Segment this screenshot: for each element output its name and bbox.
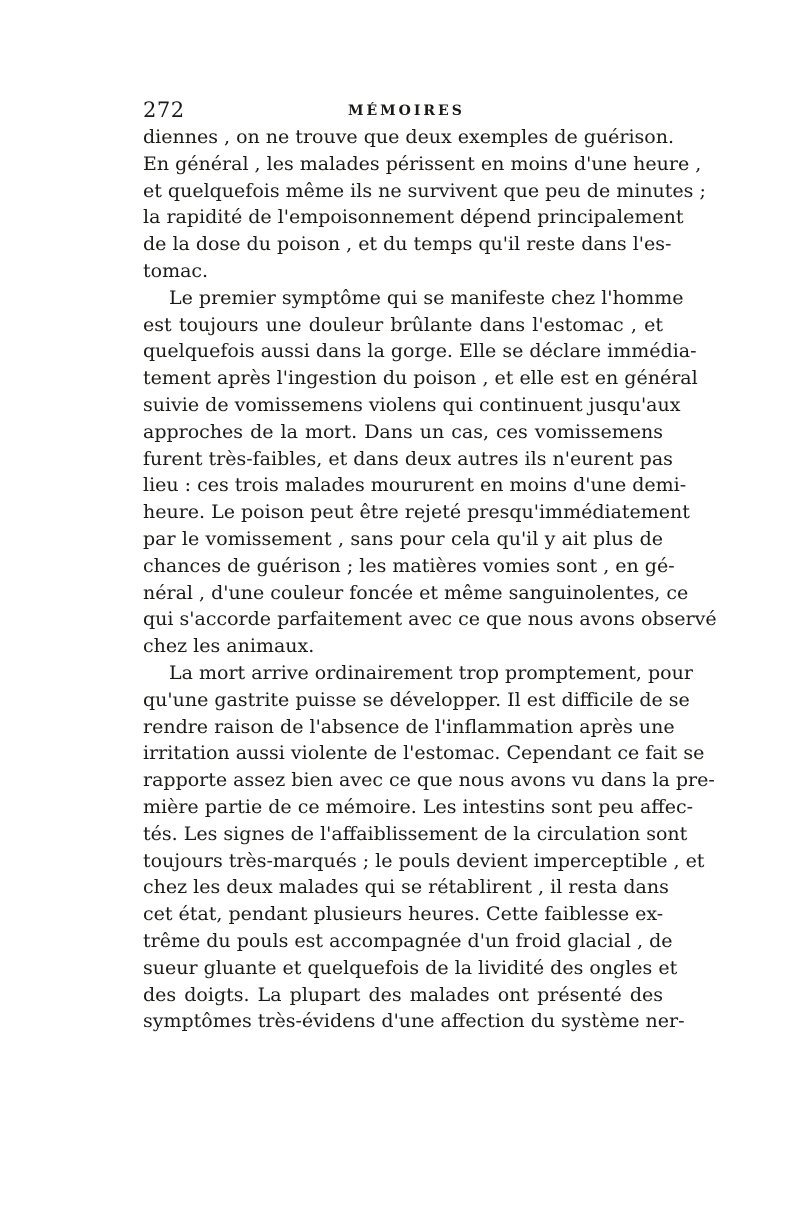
- text-line: rendre raison de l'absence de l'inflammation après une: [143, 715, 675, 738]
- text-line: furent très-faibles, et dans deux autres ils n'eurent pas: [143, 447, 673, 470]
- text-line: chez les animaux.: [143, 635, 315, 658]
- text-line: par le vomissement , sans pour cela qu'il y ait plus de: [143, 527, 663, 550]
- text-line: des doigts. La plupart des malades ont présenté des: [143, 983, 663, 1006]
- running-title: MÉMOIRES: [348, 103, 465, 119]
- text-line: sueur gluante et quelquefois de la lividité des ongles et: [143, 956, 678, 979]
- text-line: néral , d'une couleur foncée et même sanguinolentes, ce: [143, 581, 689, 604]
- text-line: La mort arrive ordinairement trop promptement, pour: [169, 661, 693, 684]
- text-line: suivie de vomissemens violens qui continuent jusqu'aux: [143, 393, 681, 416]
- text-line: chances de guérison ; les matières vomies sont , en gé-: [143, 554, 675, 577]
- text-line: approches de la mort. Dans un cas, ces vomissemens: [143, 420, 663, 443]
- text-line: rapporte assez bien avec ce que nous avons vu dans la pre-: [143, 769, 715, 792]
- text-line: heure. Le poison peut être rejeté presqu'immédiatement: [143, 501, 690, 524]
- text-line: qu'une gastrite puisse se développer. Il est difficile de se: [143, 688, 690, 711]
- running-head: [143, 98, 663, 124]
- text-line: mière partie de ce mémoire. Les intestins sont peu affec-: [143, 795, 694, 818]
- text-line: Le premier symptôme qui se manifeste chez l'homme: [169, 286, 684, 309]
- text-line: tomac.: [143, 259, 209, 282]
- text-line: quelquefois aussi dans la gorge. Elle se déclare immédia-: [143, 340, 697, 363]
- text-line: symptômes très-évidens d'une affection du système ner-: [143, 1010, 685, 1033]
- text-line: tement après l'ingestion du poison , et elle est en général: [143, 367, 698, 390]
- text-line: cet état, pendant plusieurs heures. Cette faiblesse ex-: [143, 903, 664, 926]
- text-line: et quelquefois même ils ne survivent que peu de minutes ;: [143, 179, 706, 202]
- text-line: toujours très-marqués ; le pouls devient imperceptible , et: [143, 849, 705, 872]
- text-line: diennes , on ne trouve que deux exemples de guérison.: [143, 126, 675, 148]
- text-line: la rapidité de l'empoisonnement dépend principalement: [143, 206, 684, 229]
- text-line: tés. Les signes de l'affaiblissement de la circulation sont: [143, 822, 688, 845]
- text-line: irritation aussi violente de l'estomac. Cependant ce fait se: [143, 742, 705, 765]
- text-line: de la dose du poison , et du temps qu'il reste dans l'es-: [143, 233, 672, 256]
- text-line: est toujours une douleur brûlante dans l'estomac , et: [143, 313, 663, 336]
- page-number: 272: [143, 98, 185, 122]
- text-line: En général , les malades périssent en moins d'une heure ,: [143, 152, 702, 175]
- text-line: qui s'accorde parfaitement avec ce que nous avons observé: [143, 608, 717, 631]
- text-line: chez les deux malades qui se rétablirent , il resta dans: [143, 876, 669, 899]
- text-line: trême du pouls est accompagnée d'un froid glacial , de: [143, 929, 673, 952]
- text-line: lieu : ces trois malades moururent en moins d'une demi-: [143, 474, 687, 497]
- body-text: [143, 124, 717, 1035]
